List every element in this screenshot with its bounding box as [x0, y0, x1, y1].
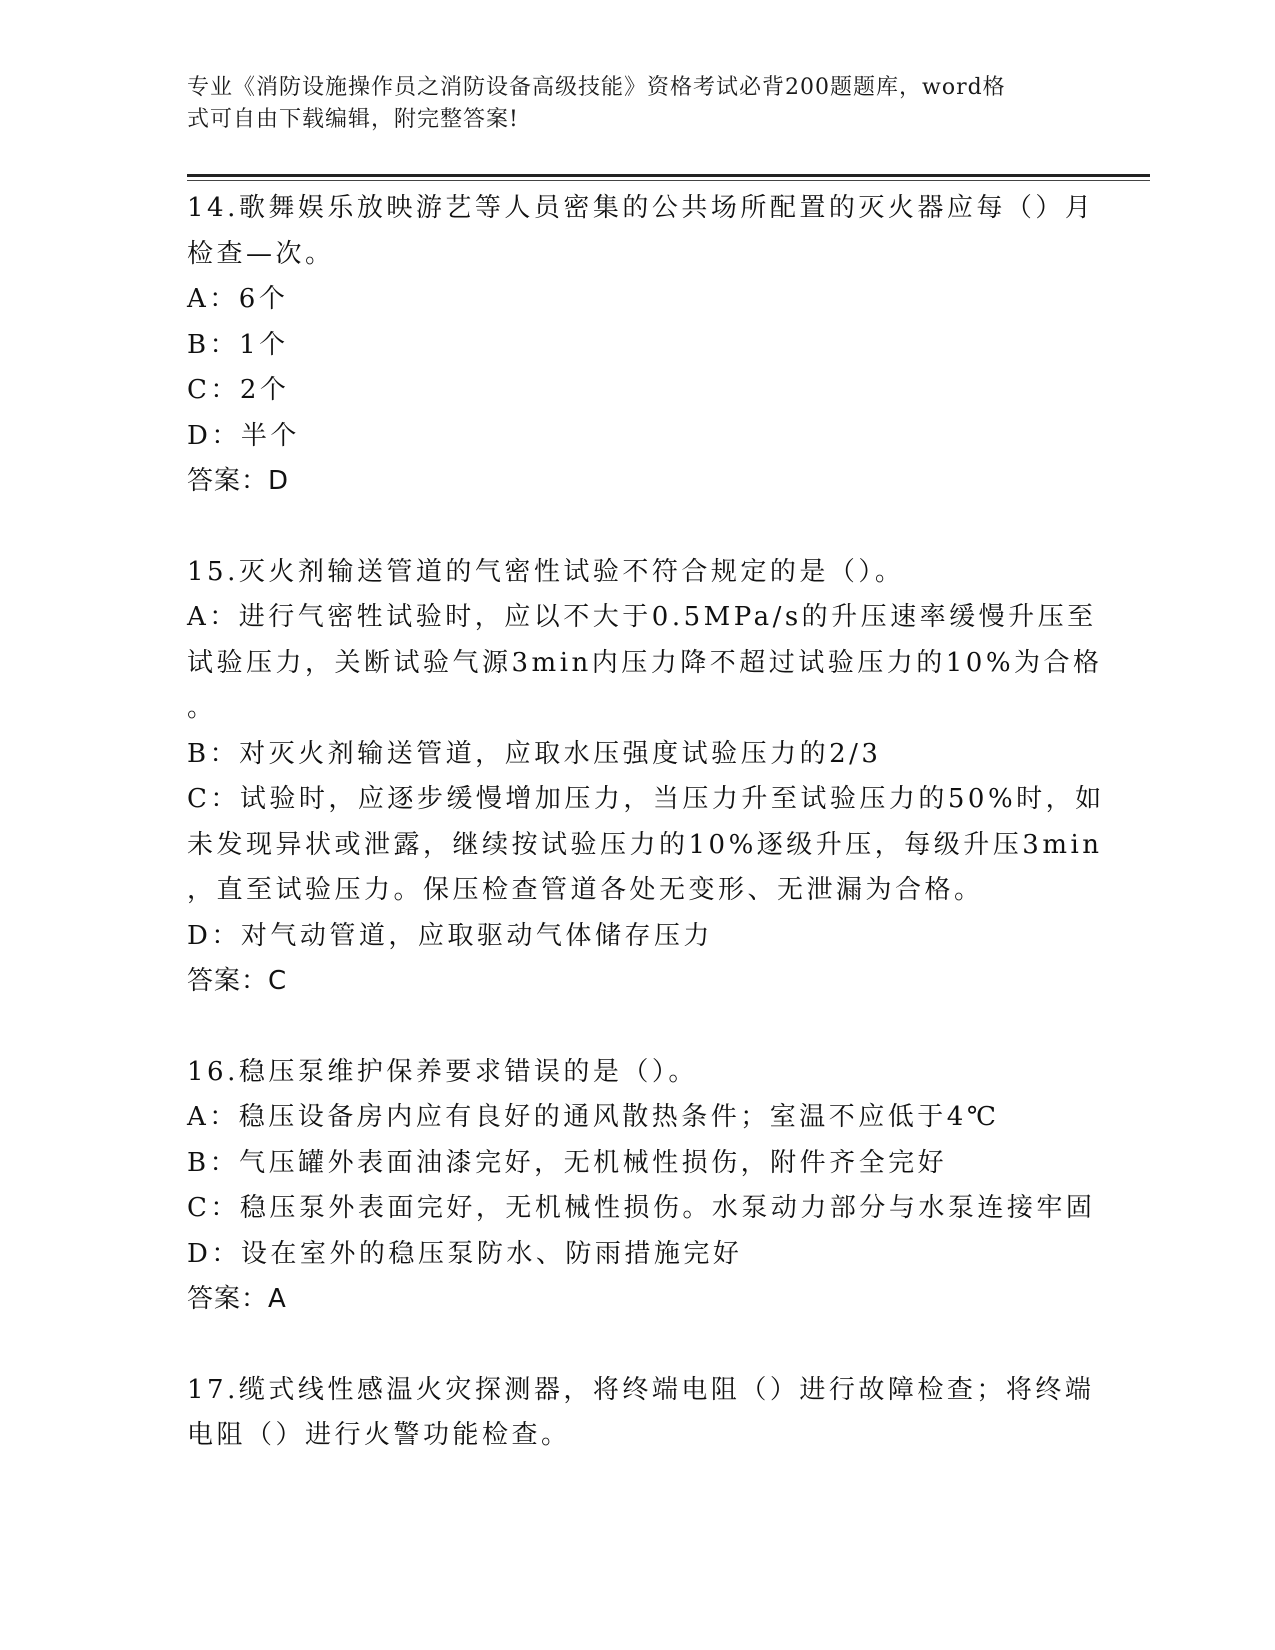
answer-key: 答案：C: [187, 966, 288, 996]
answer-option: 。: [187, 693, 217, 723]
answer-option: C：2个: [187, 375, 290, 405]
answer-option: A：6个: [187, 284, 289, 314]
answer-option: B：对灭火剂输送管道，应取水压强度试验压力的2/3: [187, 738, 882, 769]
document-header: [187, 72, 1067, 136]
question-block: [187, 186, 1097, 505]
question-stem: 电阻（）进行火警功能检查。: [187, 1420, 571, 1450]
answer-option: A：进行气密牲试验时，应以不大于0.5MPa/s的升压速率缓慢升压至: [187, 602, 1097, 632]
answer-option: B：1个: [187, 329, 289, 360]
question-stem: 15.灭火剂输送管道的气密性试验不符合规定的是（）。: [187, 556, 905, 587]
answer-key: 答案：D: [187, 466, 290, 496]
answer-option: 未发现异状或泄露，继续按试验压力的10%逐级升压，每级升压3min: [187, 829, 1103, 860]
header-divider-thick: [187, 174, 1150, 177]
question-list: [187, 186, 1105, 1504]
answer-option: B：气压罐外表面油漆完好，无机械性损伤，附件齐全完好: [187, 1147, 948, 1178]
answer-option: D：设在室外的稳压泵防水、防雨措施完好: [187, 1238, 743, 1269]
answer-option: ，直至试验压力。保压检查管道各处无变形、无泄漏为合格。: [187, 875, 984, 905]
answer-option: 试验压力，关断试验气源3min内压力降不超过试验压力的10%为合格: [187, 647, 1103, 678]
answer-option: C：稳压泵外表面完好，无机械性损伤。水泵动力部分与水泵连接牢固: [187, 1193, 1096, 1223]
header-line: 式可自由下载编辑，附完整答案!: [187, 107, 519, 132]
question-block: [187, 550, 1105, 1005]
question-block: [187, 1050, 1097, 1323]
answer-key: 答案：A: [187, 1284, 287, 1314]
answer-option: C：试验时，应逐步缓慢增加压力，当压力升至试验压力的50%时，如: [187, 784, 1105, 814]
header-divider-thin: [187, 180, 1150, 181]
question-stem: 17.缆式线性感温火灾探测器，将终端电阻（）进行故障检查；将终端: [187, 1374, 1095, 1405]
header-line: 专业《消防设施操作员之消防设备高级技能》资格考试必背200题题库，word格: [187, 75, 1006, 100]
question-stem: 16.稳压泵维护保养要求错误的是（）。: [187, 1056, 698, 1087]
answer-option: D：对气动管道，应取驱动气体储存压力: [187, 920, 713, 951]
answer-option: A：稳压设备房内应有良好的通风散热条件；室温不应低于4℃: [187, 1102, 1000, 1132]
answer-option: D：半个: [187, 420, 300, 451]
question-stem: 检查—次。: [187, 238, 335, 269]
question-block: [187, 1368, 1097, 1459]
question-stem: 14.歌舞娱乐放映游艺等人员密集的公共场所配置的灭火器应每（）月: [187, 193, 1095, 223]
